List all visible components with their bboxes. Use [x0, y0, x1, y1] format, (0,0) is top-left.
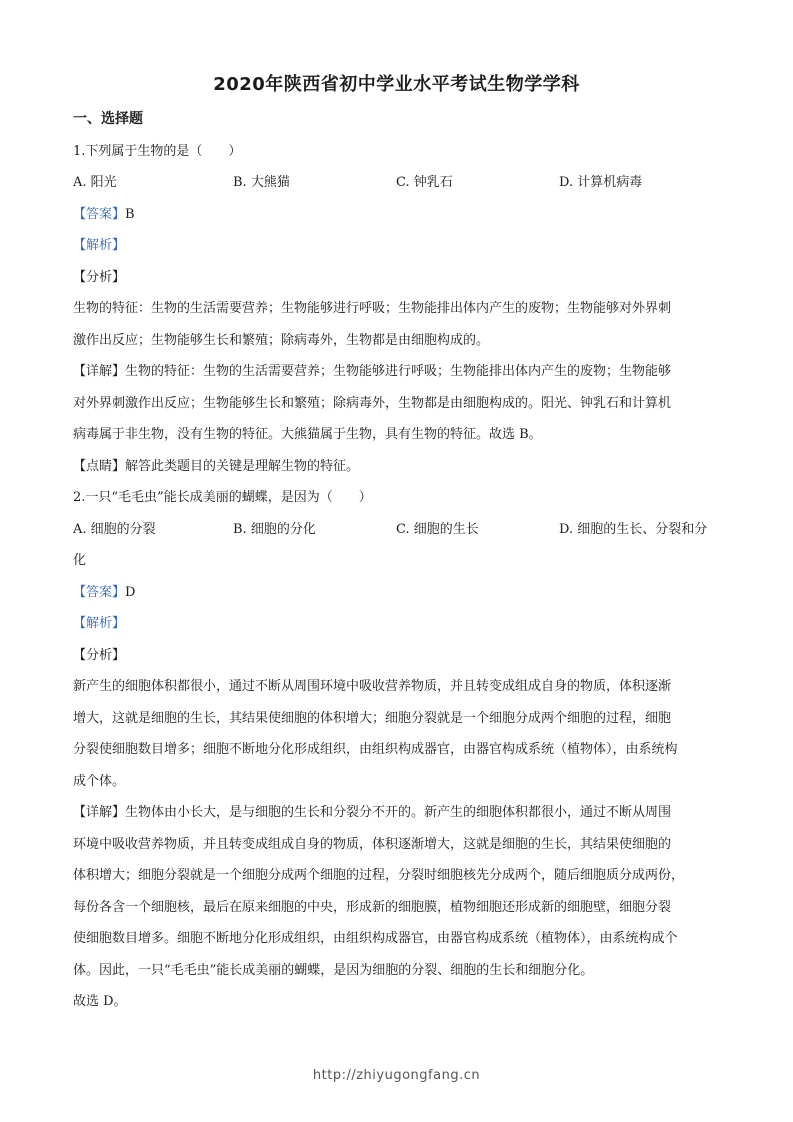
fenxi-label: 【分析】 [73, 647, 126, 663]
option-d-continuation: 化 [73, 553, 87, 568]
page-title: 2020年陕西省初中学业水平考试生物学学科 [213, 74, 580, 95]
question-2-options [73, 514, 721, 546]
dianjing-line: 【点睛】解答此类题目的关键是理解生物的特征。 [73, 458, 360, 474]
xiangjie-text-line: 使细胞数目增多。细胞不断地分化形成组织，由组织构成器官，由器官构成系统（植物体），由系统构成个 [73, 931, 678, 946]
section-heading: 一、选择题 [73, 111, 143, 127]
question-1-stem: 1.下列属于生物的是（ ） [73, 143, 242, 159]
fenxi-text-line: 生物的特征：生物的生活需要营养；生物能够进行呼吸；生物能排出体内产生的废物；生物能够对外界刺 [73, 301, 672, 316]
question-2-stem: 2.一只“毛毛虫”能长成美丽的蝴蝶，是因为（ ） [73, 490, 372, 505]
xiangjie-text-line: 环境中吸收营养物质，并且转变成组成自身的物质，体积逐渐增大，这就是细胞的生长，其结果使细胞的 [73, 836, 672, 852]
option-b: B. 细胞的分化 [233, 521, 316, 537]
xiangjie-label: 【详解】 [73, 805, 126, 820]
option-d: D. 计算机病毒 [559, 175, 643, 190]
xiangjie-text-line: 对外界刺激作出反应；生物能够生长和繁殖；除病毒外，生物都是由细胞构成的。阳光、钟乳石和计算机 [73, 395, 672, 411]
analysis-label: 【解析】 [73, 616, 126, 631]
fenxi-text-line: 新产生的细胞体积都很小，通过不断从周围环境中吸收营养物质，并且转变成组成自身的物质，体积逐渐 [73, 679, 672, 694]
xiangjie-label: 【详解】 [73, 364, 126, 379]
fenxi-label: 【分析】 [73, 269, 126, 285]
question-1-answer [73, 199, 721, 231]
option-a: A. 细胞的分裂 [73, 521, 156, 537]
answer-label: 【答案】 [73, 584, 126, 600]
question-1-options [73, 167, 721, 199]
xiangjie-text-line: 体。因此，一只“毛毛虫”能长成美丽的蝴蝶，是因为细胞的分裂、细胞的生长和细胞分化。 [73, 962, 594, 978]
analysis-label: 【解析】 [73, 238, 126, 253]
xiangjie-text-line: 【详解】生物体由小长大，是与细胞的生长和分裂分不开的。新产生的细胞体积都很小，通过不断从周围 [73, 805, 672, 820]
fenxi-text-line: 成个体。 [73, 773, 126, 789]
question-2-answer [73, 577, 721, 609]
dianjing-label: 【点睛】 [73, 458, 126, 474]
option-d: D. 细胞的生长、分裂和分 [559, 521, 708, 537]
fenxi-text-line: 增大，这就是细胞的生长，其结果使细胞的体积增大；细胞分裂就是一个细胞分成两个细胞的过程，细胞 [73, 710, 672, 726]
option-c: C. 钟乳石 [396, 175, 453, 190]
footer-url[interactable]: http://zhiyugongfang.cn [312, 1068, 481, 1083]
answer-value: B [125, 206, 135, 222]
option-b: B. 大熊猫 [233, 175, 290, 190]
xiangjie-text-line: 病毒属于非生物，没有生物的特征。大熊猫属于生物，具有生物的特征。故选 B。 [73, 427, 542, 442]
fenxi-text-line: 分裂使细胞数目增多；细胞不断地分化形成组织，由组织构成器官，由器官构成系统（植物体），由系统构 [73, 742, 678, 757]
answer-label: 【答案】 [73, 206, 126, 222]
xiangjie-text-line: 【详解】生物的特征：生物的生活需要营养；生物能够进行呼吸；生物能排出体内产生的废物；生物能够 [73, 364, 672, 379]
fenxi-text-line: 激作出反应；生物能够生长和繁殖；除病毒外，生物都是由细胞构成的。 [73, 332, 490, 348]
answer-value: D [125, 584, 136, 600]
conclusion-line: 故选 D。 [73, 994, 127, 1009]
xiangjie-text-line: 体积增大；细胞分裂就是一个细胞分成两个细胞的过程，分裂时细胞核先分成两个，随后细胞质分成两份， [73, 868, 685, 883]
question-block [73, 104, 721, 1018]
option-a: A. 阳光 [73, 175, 117, 190]
xiangjie-text-line: 每份各含一个细胞核，最后在原来细胞的中央，形成新的细胞膜，植物细胞还形成新的细胞壁，细胞分裂 [73, 899, 672, 915]
option-c: C. 细胞的生长 [396, 521, 479, 537]
